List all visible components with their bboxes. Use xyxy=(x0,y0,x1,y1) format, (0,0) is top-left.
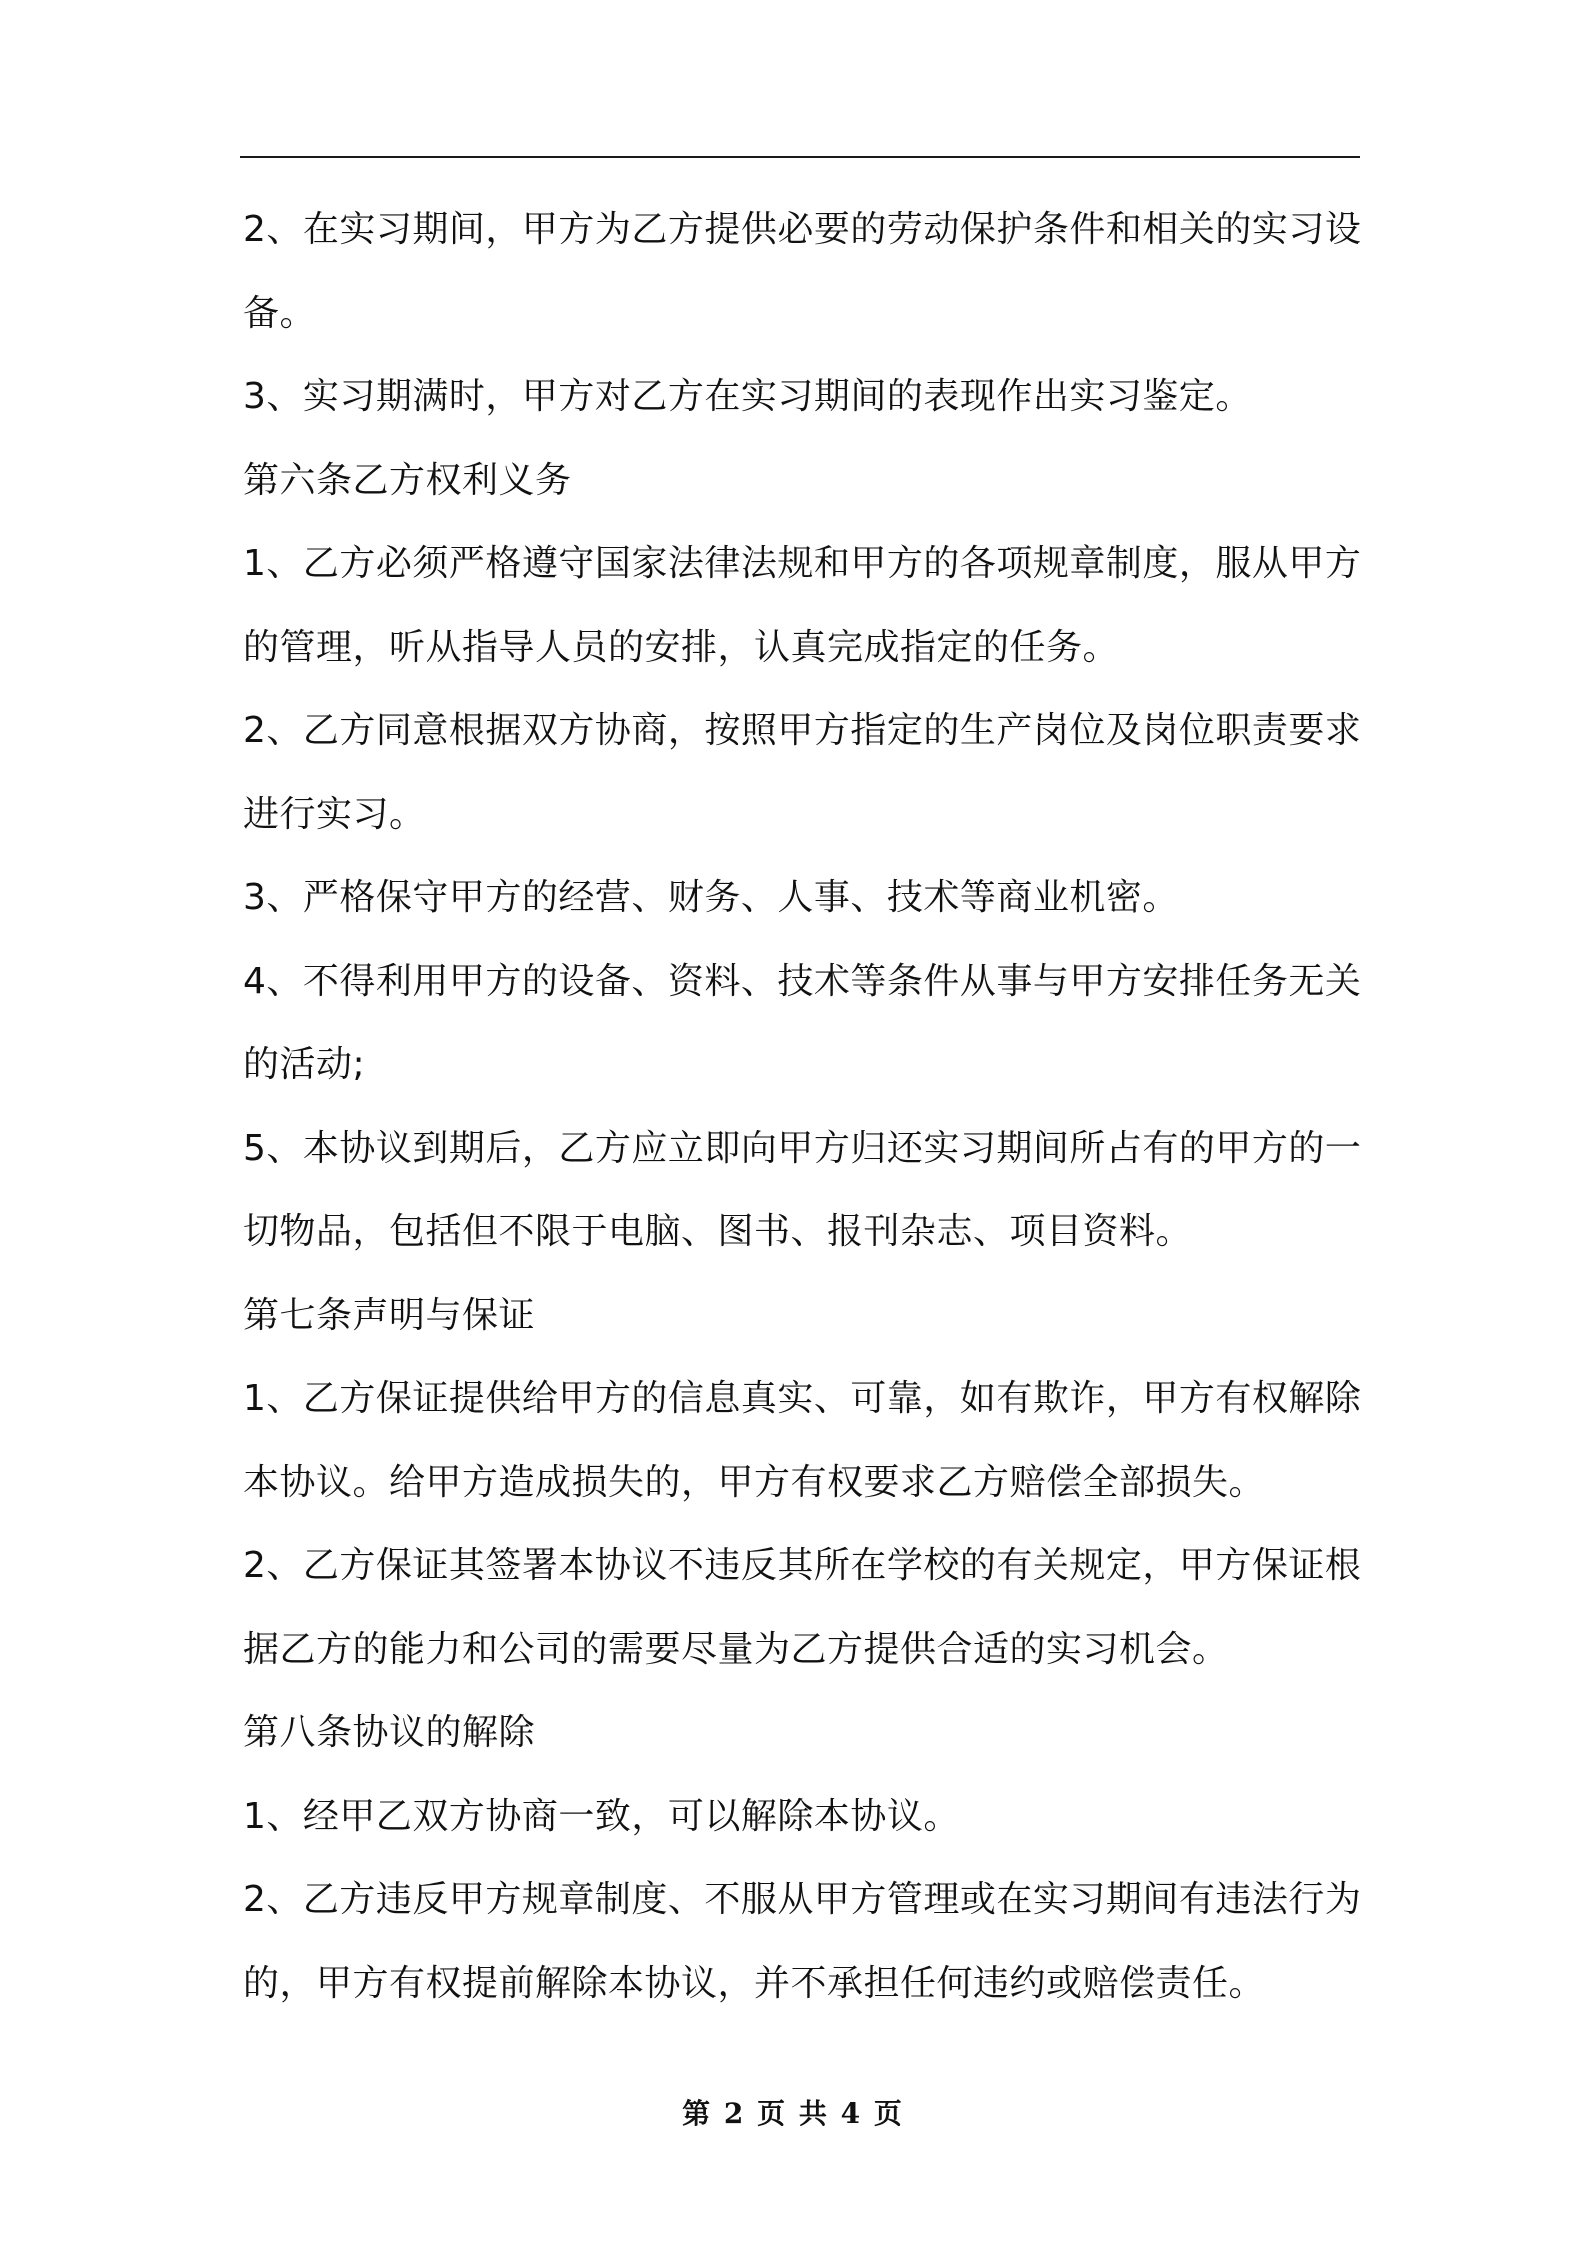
paragraph: 2、在实习期间，甲方为乙方提供必要的劳动保护条件和相关的实习设备。 xyxy=(243,209,1362,334)
paragraph: 3、实习期满时，甲方对乙方在实习期间的表现作出实习鉴定。 xyxy=(243,376,1252,417)
page-number: 第 2 页 共 4 页 xyxy=(682,2097,904,2130)
paragraph: 2、乙方保证其签署本协议不违反其所在学校的有关规定，甲方保证根据乙方的能力和公司的需要尽量为乙方提供合适的实习机会。 xyxy=(243,1545,1362,1670)
section-heading: 第八条协议的解除 xyxy=(243,1712,536,1753)
section-heading: 第七条声明与保证 xyxy=(243,1294,536,1336)
paragraph: 5、本协议到期后，乙方应立即向甲方归还实习期间所占有的甲方的一切物品，包括但不限于电脑、图书、报刊杂志、项目资料。 xyxy=(243,1127,1362,1252)
paragraph: 4、不得利用甲方的设备、资料、技术等条件从事与甲方安排任务无关的活动; xyxy=(243,960,1362,1085)
paragraph: 1、乙方必须严格遵守国家法律法规和甲方的各项规章制度，服从甲方的管理，听从指导人员的安排，认真完成指定的任务。 xyxy=(243,543,1362,668)
document-body xyxy=(243,188,1368,2025)
header-rule xyxy=(240,156,1360,158)
paragraph: 2、乙方同意根据双方协商，按照甲方指定的生产岗位及岗位职责要求进行实习。 xyxy=(243,710,1362,835)
section-heading: 第六条乙方权利义务 xyxy=(243,459,572,501)
paragraph: 1、经甲乙双方协商一致，可以解除本协议。 xyxy=(243,1795,960,1837)
paragraph: 1、乙方保证提供给甲方的信息真实、可靠，如有欺诈，甲方有权解除本协议。给甲方造成损失的，甲方有权要求乙方赔偿全部损失。 xyxy=(243,1378,1362,1503)
paragraph: 3、严格保守甲方的经营、财务、人事、技术等商业机密。 xyxy=(243,877,1179,918)
paragraph: 2、乙方违反甲方规章制度、不服从甲方管理或在实习期间有违法行为的，甲方有权提前解除本协议，并不承担任何违约或赔偿责任。 xyxy=(243,1879,1362,2004)
